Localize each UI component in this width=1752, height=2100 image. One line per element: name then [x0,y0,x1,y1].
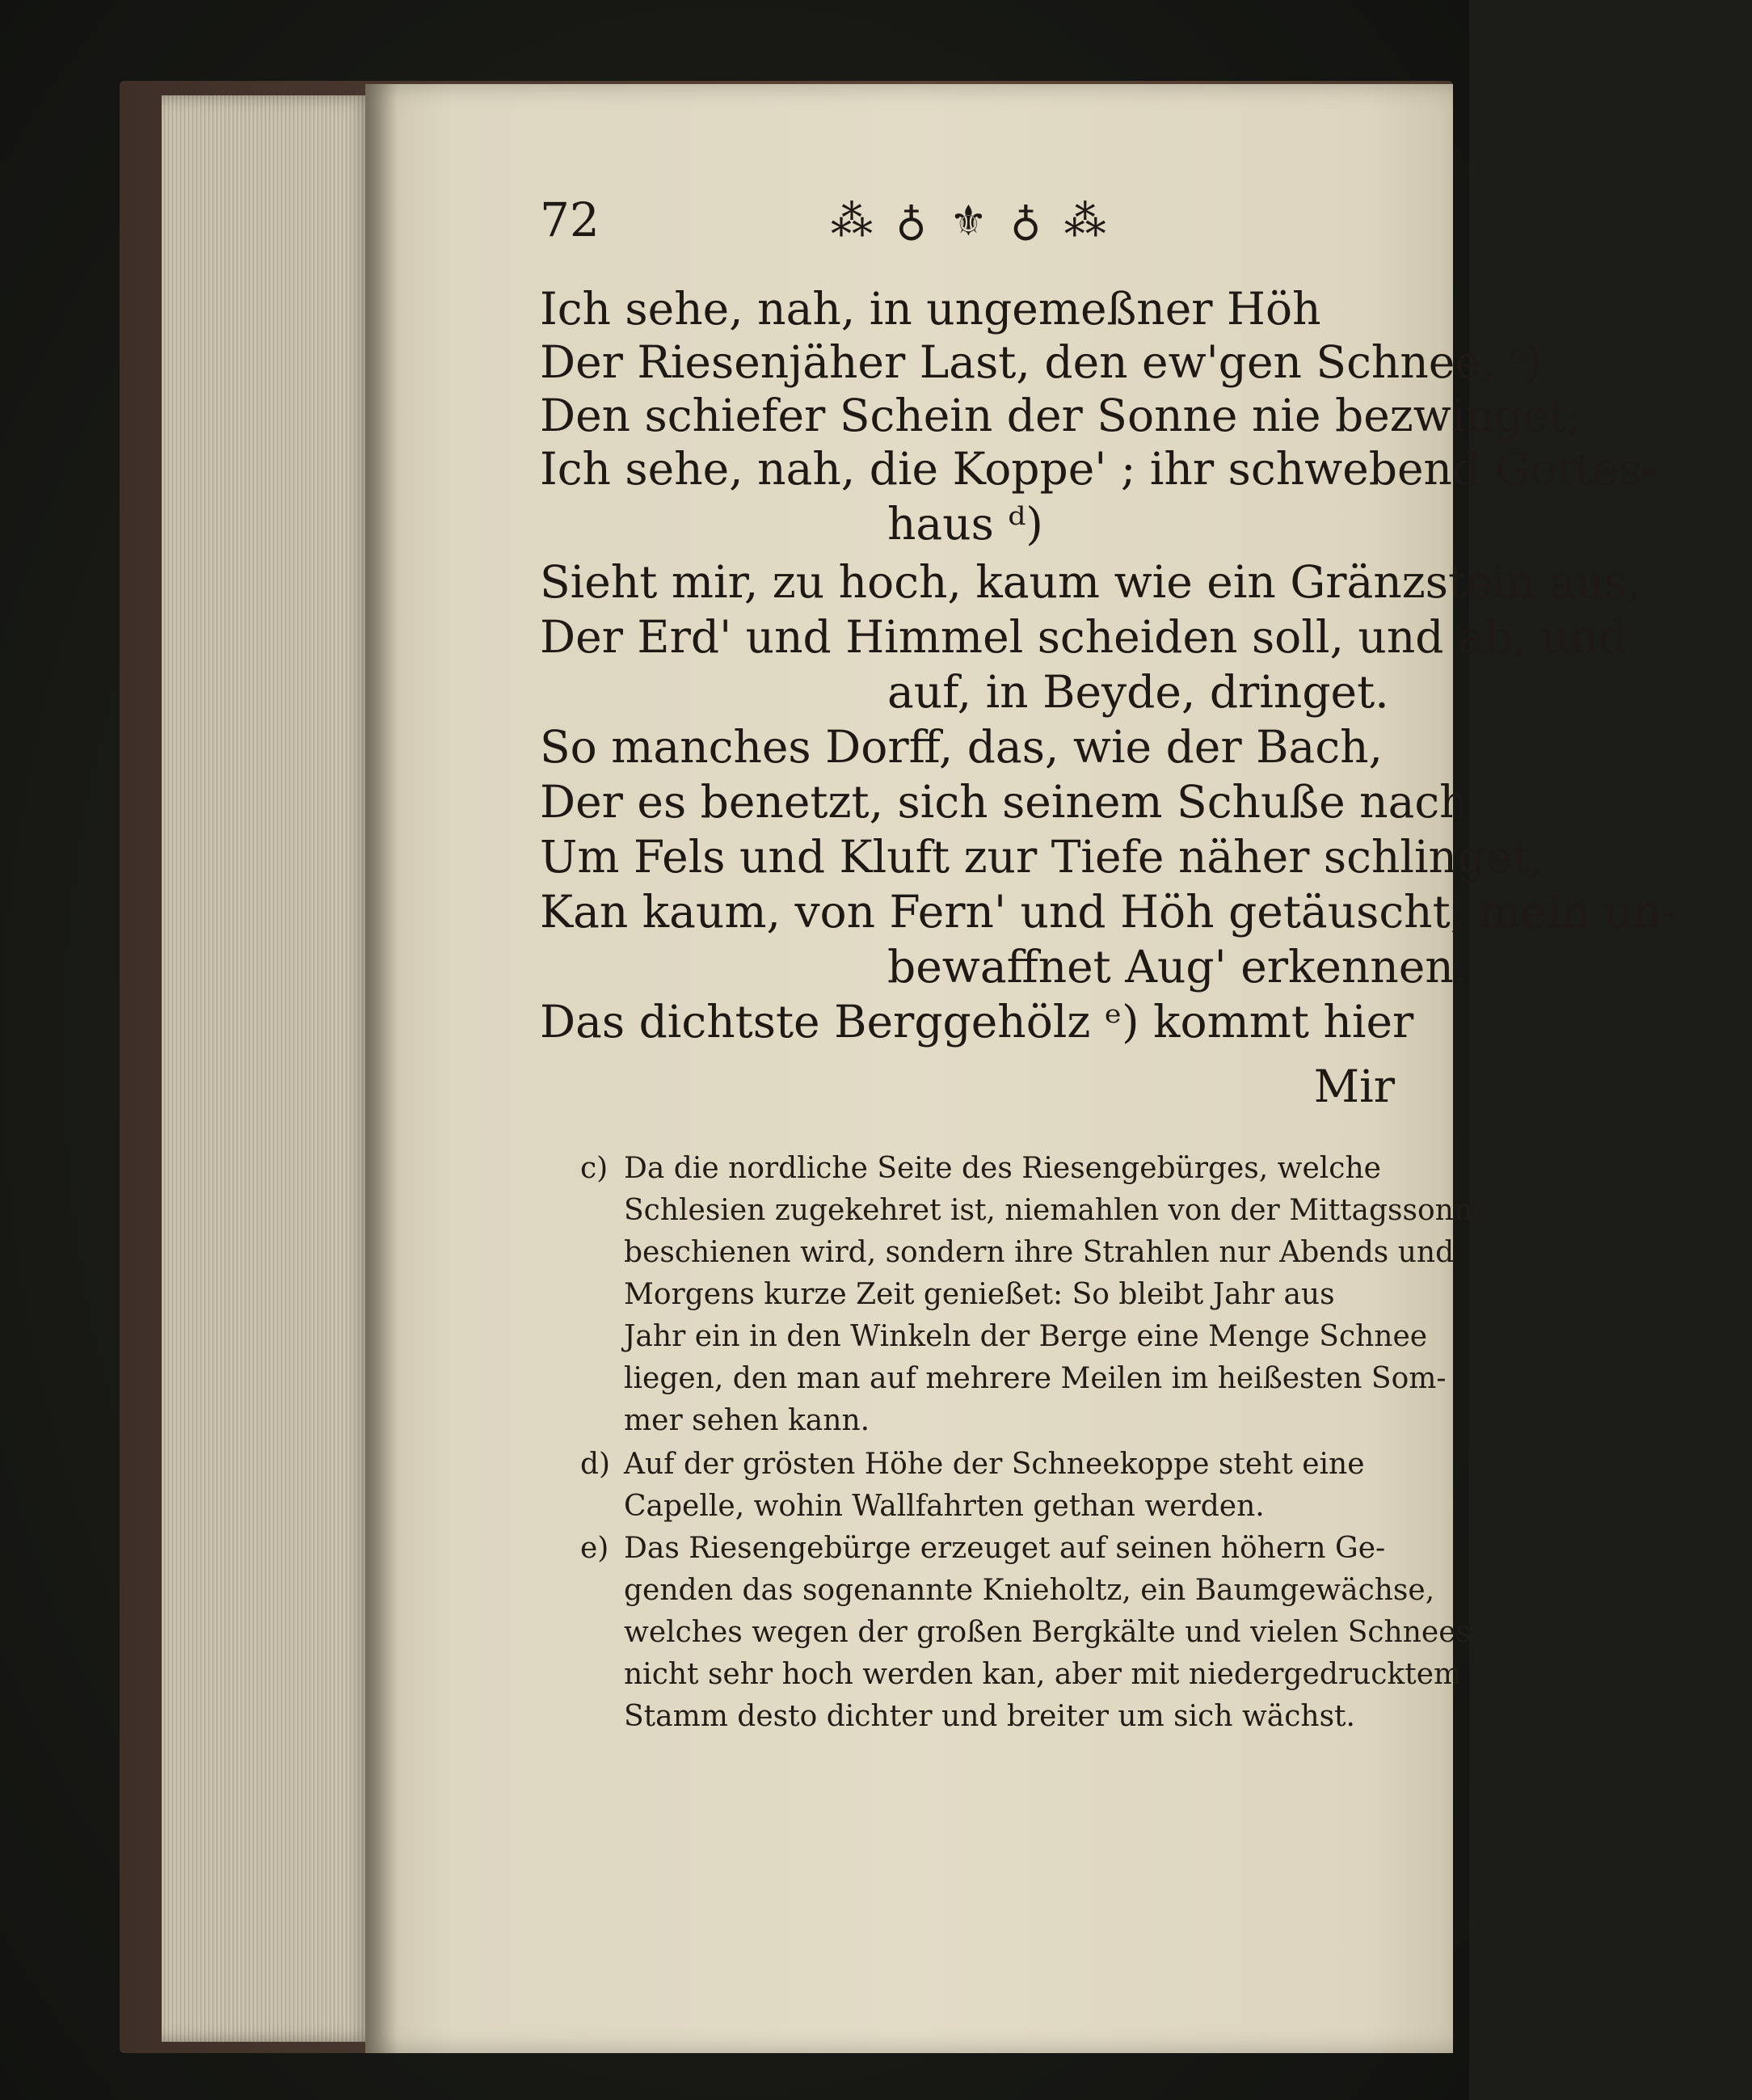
footnote-line: nicht sehr hoch werden kan, aber mit niedergedrucktem [624,1658,1462,1691]
footnote-line: Das Riesengebürge erzeuget auf seinen höhern Ge- [624,1532,1386,1565]
footnote-line: Jahr ein in den Winkeln der Berge eine Menge Schnee [624,1320,1428,1353]
verse-line: Der Riesenjäher Last, den ew'gen Schnee, ᶜ) [540,336,1543,388]
footnote-line: Morgens kurze Zeit genießet: So bleibt Jahr aus [624,1278,1335,1311]
catchword: Mir [1313,1061,1395,1112]
footnote-line: welches wegen der großen Bergkälte und vielen Schnees [624,1616,1471,1649]
page-edges [162,95,373,2042]
verse-line: Der es benetzt, sich seinem Schuße nach [540,776,1468,828]
verse-line: Ich sehe, nah, die Koppe' ; ihr schwebend Gottes- [540,443,1657,495]
verse-line: Den schiefer Schein der Sonne nie bezwinget; [540,390,1582,441]
verse-line: auf, in Beyde, dringet. [887,666,1389,718]
verse-line: haus ᵈ) [887,498,1043,550]
gutter-shadow [365,84,398,2053]
footnote-line: beschienen wird, sondern ihre Strahlen nur Abends und [624,1236,1455,1269]
footnote-line: Da die nordliche Seite des Riesengebürges, welche [624,1152,1381,1185]
footnote-line: mer sehen kann. [624,1404,870,1437]
verse-line: Kan kaum, von Fern' und Höh getäuscht, mein un- [540,886,1677,938]
verse-line: Ich sehe, nah, in ungemeßner Höh [540,283,1321,335]
footnote-line: genden das sogenannte Knieholtz, ein Baumgewächse, [624,1574,1435,1607]
verse-line: bewaffnet Aug' erkennen. [887,941,1468,993]
ornament-headpiece: ⁂ ♁ ⚜ ♁ ⁂ [831,197,1111,246]
footnote-marker: c) [580,1152,609,1185]
footnote-line: Auf der grösten Höhe der Schneekoppe steht eine [624,1448,1365,1481]
verse-line: Sieht mir, zu hoch, kaum wie ein Gränzstein aus, [540,556,1642,608]
verse-line: So manches Dorff, das, wie der Bach, [540,721,1383,773]
footnote-line: Schlesien zugekehret ist, niemahlen von der Mittagssonne [624,1194,1490,1227]
page-header [540,192,1405,257]
verse-line: Um Fels und Kluft zur Tiefe näher schlinget, [540,831,1544,883]
footnote-line: Stamm desto dichter und breiter um sich wächst. [624,1700,1355,1733]
footnote-marker: d) [580,1448,611,1481]
verse-line: Das dichtste Berggehölz ᵉ) kommt hier [540,996,1414,1048]
footnote-line: Capelle, wohin Wallfahrten gethan werden. [624,1490,1265,1523]
page-number: 72 [540,192,600,247]
verse-line: Der Erd' und Himmel scheiden soll, und ab, und [540,611,1627,663]
footnote-marker: e) [580,1532,609,1565]
footnote-line: liegen, den man auf mehrere Meilen im heißesten Som- [624,1362,1447,1395]
